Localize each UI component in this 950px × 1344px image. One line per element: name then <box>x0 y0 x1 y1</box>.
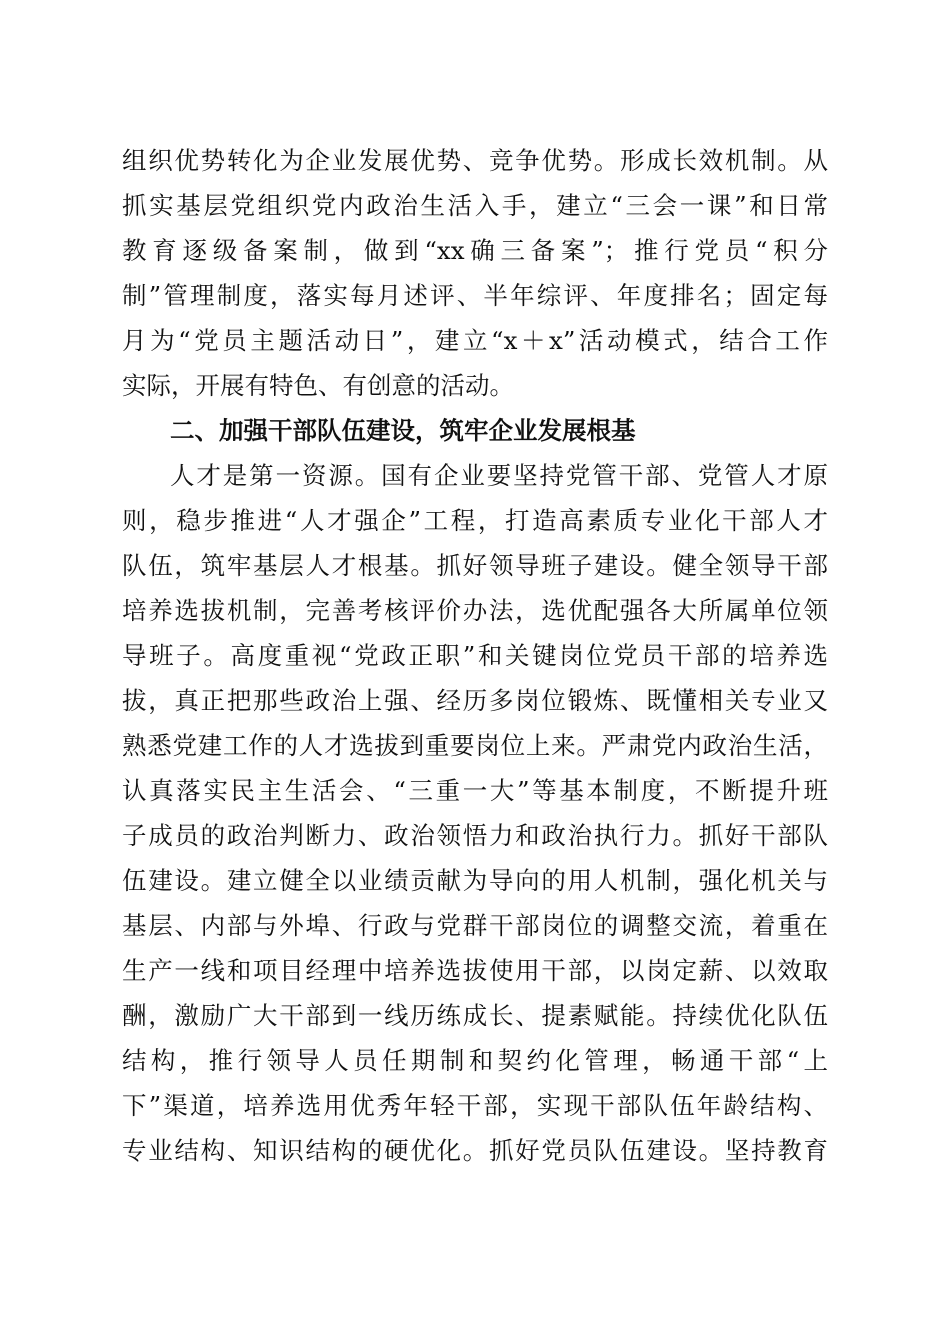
para2-line-2: 则，稳步推进“人才强企”工程，打造高素质专业化干部人才 <box>122 506 828 535</box>
para2-line-16: 专业结构、知识结构的硬优化。抓好党员队伍建设。坚持教育 <box>122 1136 828 1165</box>
para2-line-1: 人才是第一资源。国有企业要坚持党管干部、党管人才原 <box>170 461 828 490</box>
para1-line-2: 抓实基层党组织党内政治生活入手，建立“三会一课”和日常 <box>122 191 828 220</box>
para2-line-11: 基层、内部与外埠、行政与党群干部岗位的调整交流，着重在 <box>122 911 828 940</box>
para2-line-14: 结构，推行领导人员任期制和契约化管理，畅通干部“上 <box>122 1046 828 1075</box>
para2-line-10: 伍建设。建立健全以业绩贡献为导向的用人机制，强化机关与 <box>122 866 828 895</box>
para2-line-4: 培养选拔机制，完善考核评价办法，选优配强各大所属单位领 <box>122 596 828 625</box>
para2-line-15: 下”渠道，培养选用优秀年轻干部，实现干部队伍年龄结构、 <box>122 1091 828 1120</box>
para2-line-3: 队伍，筑牢基层人才根基。抓好领导班子建设。健全领导干部 <box>122 551 828 580</box>
para2-line-5: 导班子。高度重视“党政正职”和关键岗位党员干部的培养选 <box>122 641 828 670</box>
para2-line-8: 认真落实民主生活会、“三重一大”等基本制度，不断提升班 <box>122 776 828 805</box>
para2-line-7: 熟悉党建工作的人才选拔到重要岗位上来。严肃党内政治生活， <box>122 731 828 760</box>
para2-line-12: 生产一线和项目经理中培养选拔使用干部，以岗定薪、以效取 <box>122 956 828 985</box>
para2-line-9: 子成员的政治判断力、政治领悟力和政治执行力。抓好干部队 <box>122 821 828 850</box>
para1-line-1: 组织优势转化为企业发展优势、竞争优势。形成长效机制。从 <box>122 146 828 175</box>
para1-line-6: 实际，开展有特色、有创意的活动。 <box>122 371 514 400</box>
para1-line-4: 制”管理制度，落实每月述评、半年综评、年度排名；固定每 <box>122 281 828 310</box>
section-heading-2: 二、加强干部队伍建设，筑牢企业发展根基 <box>170 416 636 445</box>
para1-line-5: 月为“党员主题活动日”，建立“x＋x”活动模式，结合工作 <box>122 326 828 355</box>
para1-line-3: 教育逐级备案制，做到“xx确三备案”；推行党员“积分 <box>122 236 828 265</box>
para2-line-13: 酬，激励广大干部到一线历练成长、提素赋能。持续优化队伍 <box>122 1001 828 1030</box>
para2-line-6: 拔，真正把那些政治上强、经历多岗位锻炼、既懂相关专业又 <box>122 686 828 715</box>
